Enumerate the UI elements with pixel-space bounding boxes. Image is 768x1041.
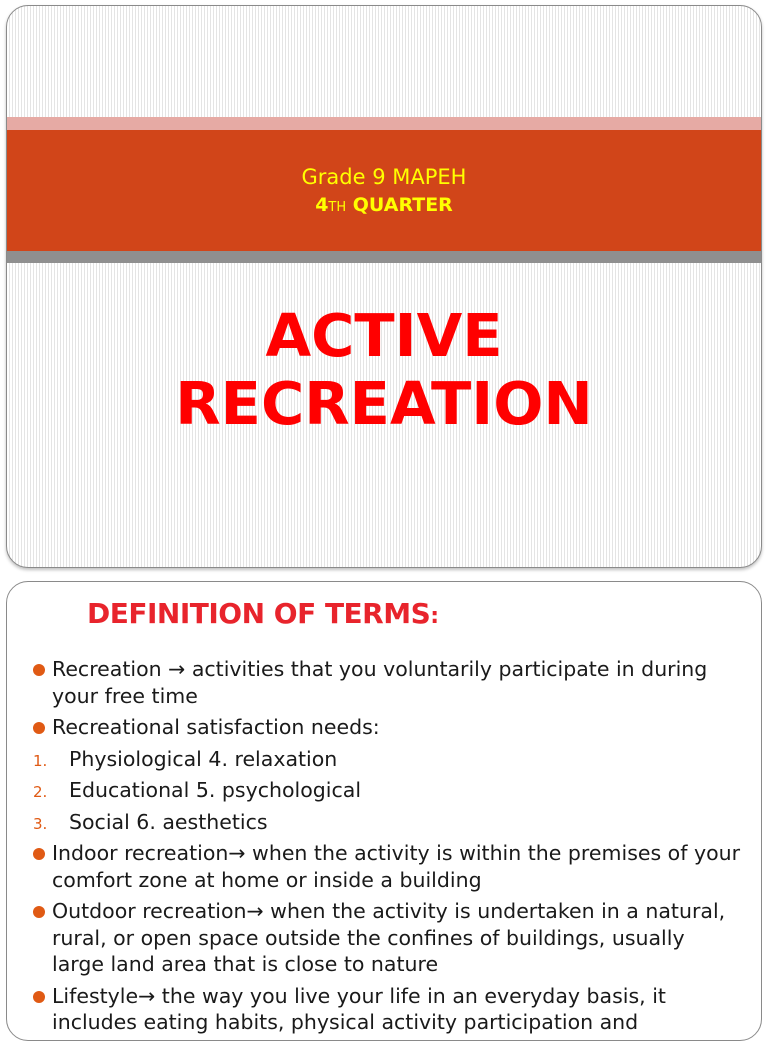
item-text: Social 6. aesthetics — [69, 809, 268, 834]
item-text: Physiological 4. relaxation — [69, 746, 338, 771]
bullet-item — [29, 656, 741, 709]
item-number: 2. — [33, 783, 48, 801]
item-text: Indoor recreation→ when the activity is within the premises of your comfort zone at home or inside a building — [52, 841, 741, 892]
slide-title-line1: ACTIVE — [265, 301, 503, 370]
accent-band-top — [7, 117, 761, 130]
item-text: Outdoor recreation→ when the activity is undertaken in a natural, rural, or open space outside the confines of buildings, usually large land area that is close to nature — [52, 899, 726, 976]
item-number: 3. — [33, 814, 48, 833]
item-text: Lifestyle→ the way you live your life in an everyday basis, it includes eating habits, physical activity participation and — [52, 983, 666, 1034]
quarter-label — [7, 193, 761, 220]
quarter-suffix: TH — [328, 200, 347, 215]
bullet-item — [29, 983, 741, 1036]
definitions-heading-text: DEFINITION OF TERMS — [87, 597, 431, 630]
bullet-item — [29, 714, 741, 741]
definitions-heading — [87, 594, 439, 637]
numbered-item — [29, 746, 741, 773]
bullet-item — [29, 898, 741, 978]
item-text: Recreational satisfaction needs: — [52, 715, 380, 739]
item-text: Recreation → activities that you voluntarily participate in during your free time — [52, 657, 708, 708]
grade-label: Grade 9 MAPEH — [301, 165, 467, 189]
subtitle-band — [7, 130, 761, 251]
quarter-number: 4 — [315, 194, 329, 216]
item-number: 1. — [33, 751, 48, 770]
numbered-item — [29, 809, 741, 836]
slide-title — [7, 302, 761, 438]
quarter-word: QUARTER — [346, 194, 453, 216]
accent-band-bottom — [7, 251, 761, 263]
definitions-list — [29, 656, 741, 1041]
definitions-heading-colon: : — [430, 604, 439, 629]
bullet-item — [29, 840, 741, 893]
definitions-slide — [6, 581, 762, 1041]
item-text: Educational 5. psychological — [69, 778, 362, 802]
title-slide — [6, 5, 762, 568]
slide-title-line2: RECREATION — [175, 369, 593, 438]
numbered-item — [29, 777, 741, 804]
